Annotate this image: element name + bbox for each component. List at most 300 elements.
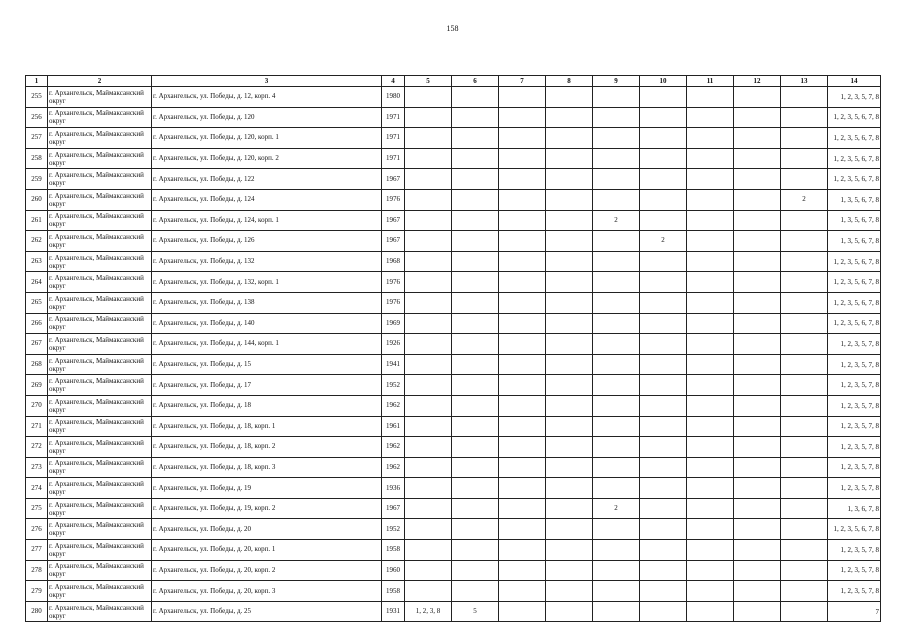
region-cell: г. Архангельск, Маймаксанский округ	[48, 87, 152, 108]
row-number: 264	[26, 272, 48, 293]
col14-cell: 1, 2, 3, 5, 7, 8	[828, 437, 881, 458]
table-row	[26, 107, 881, 128]
address-cell: г. Архангельск, ул. Победы, д. 120	[152, 107, 382, 128]
col5-cell	[405, 581, 452, 602]
address-cell: г. Архангельск, ул. Победы, д. 17	[152, 375, 382, 396]
col8-cell	[546, 437, 593, 458]
address-cell: г. Архангельск, ул. Победы, д. 20, корп. 1	[152, 540, 382, 561]
col8-cell	[546, 416, 593, 437]
col6-cell	[452, 519, 499, 540]
year-cell: 1968	[382, 251, 405, 272]
address-cell: г. Архангельск, ул. Победы, д. 132, корп. 1	[152, 272, 382, 293]
col8-cell	[546, 189, 593, 210]
table-header-row	[26, 76, 881, 87]
col6-cell	[452, 169, 499, 190]
address-cell: г. Архангельск, ул. Победы, д. 25	[152, 601, 382, 622]
col10-cell	[640, 354, 687, 375]
col14-cell: 1, 2, 3, 5, 6, 7, 8	[828, 148, 881, 169]
col5-cell	[405, 87, 452, 108]
year-cell: 1967	[382, 210, 405, 231]
year-cell: 1967	[382, 231, 405, 252]
col5-cell	[405, 251, 452, 272]
address-cell: г. Архангельск, ул. Победы, д. 140	[152, 313, 382, 334]
col10-cell	[640, 334, 687, 355]
col5-cell	[405, 292, 452, 313]
col13-cell	[781, 601, 828, 622]
col14-cell: 1, 2, 3, 5, 6, 7, 8	[828, 107, 881, 128]
year-cell: 1969	[382, 313, 405, 334]
column-header-5: 5	[405, 76, 452, 87]
col11-cell	[687, 272, 734, 293]
address-cell: г. Архангельск, ул. Победы, д. 15	[152, 354, 382, 375]
col9-cell	[593, 231, 640, 252]
col5-cell	[405, 189, 452, 210]
col10-cell	[640, 375, 687, 396]
col8-cell	[546, 457, 593, 478]
region-cell: г. Архангельск, Маймаксанский округ	[48, 560, 152, 581]
col10-cell	[640, 437, 687, 458]
region-cell: г. Архангельск, Маймаксанский округ	[48, 519, 152, 540]
row-number: 263	[26, 251, 48, 272]
region-cell: г. Архангельск, Маймаксанский округ	[48, 478, 152, 499]
col8-cell	[546, 87, 593, 108]
col14-cell: 1, 2, 3, 5, 7, 8	[828, 395, 881, 416]
col8-cell	[546, 354, 593, 375]
year-cell: 1961	[382, 416, 405, 437]
col13-cell	[781, 334, 828, 355]
col11-cell	[687, 231, 734, 252]
col5-cell	[405, 148, 452, 169]
col11-cell	[687, 107, 734, 128]
year-cell: 1931	[382, 601, 405, 622]
col8-cell	[546, 231, 593, 252]
col11-cell	[687, 334, 734, 355]
address-cell: г. Архангельск, ул. Победы, д. 122	[152, 169, 382, 190]
table-row	[26, 354, 881, 375]
col9-cell	[593, 169, 640, 190]
col8-cell	[546, 560, 593, 581]
column-header-10: 10	[640, 76, 687, 87]
col6-cell	[452, 395, 499, 416]
col7-cell	[499, 581, 546, 602]
address-cell: г. Архангельск, ул. Победы, д. 20, корп. 2	[152, 560, 382, 581]
col8-cell	[546, 210, 593, 231]
year-cell: 1967	[382, 169, 405, 190]
year-cell: 1962	[382, 457, 405, 478]
table-row	[26, 313, 881, 334]
col5-cell	[405, 375, 452, 396]
col14-cell: 1, 2, 3, 5, 7, 8	[828, 334, 881, 355]
col12-cell	[734, 87, 781, 108]
col12-cell	[734, 375, 781, 396]
year-cell: 1941	[382, 354, 405, 375]
col9-cell	[593, 457, 640, 478]
col10-cell	[640, 313, 687, 334]
col9-cell	[593, 272, 640, 293]
row-number: 273	[26, 457, 48, 478]
address-cell: г. Архангельск, ул. Победы, д. 12, корп. 4	[152, 87, 382, 108]
row-number: 255	[26, 87, 48, 108]
col7-cell	[499, 560, 546, 581]
col9-cell	[593, 540, 640, 561]
col8-cell	[546, 272, 593, 293]
col7-cell	[499, 540, 546, 561]
col7-cell	[499, 498, 546, 519]
col9-cell	[593, 128, 640, 149]
col5-cell	[405, 210, 452, 231]
col5-cell	[405, 107, 452, 128]
col10-cell	[640, 107, 687, 128]
col10-cell	[640, 498, 687, 519]
col14-cell: 1, 2, 3, 5, 6, 7, 8	[828, 272, 881, 293]
col10-cell	[640, 272, 687, 293]
row-number: 256	[26, 107, 48, 128]
col11-cell	[687, 560, 734, 581]
col11-cell	[687, 519, 734, 540]
col14-cell: 1, 2, 3, 5, 7, 8	[828, 560, 881, 581]
col8-cell	[546, 148, 593, 169]
column-header-12: 12	[734, 76, 781, 87]
column-header-3: 3	[152, 76, 382, 87]
col14-cell: 1, 2, 3, 5, 7, 8	[828, 581, 881, 602]
col13-cell	[781, 210, 828, 231]
col11-cell	[687, 169, 734, 190]
col11-cell	[687, 251, 734, 272]
col6-cell	[452, 231, 499, 252]
col10-cell	[640, 189, 687, 210]
col6-cell	[452, 210, 499, 231]
col14-cell: 7	[828, 601, 881, 622]
col13-cell	[781, 560, 828, 581]
col8-cell	[546, 169, 593, 190]
col8-cell	[546, 128, 593, 149]
col14-cell: 1, 2, 3, 5, 6, 7, 8	[828, 169, 881, 190]
row-number: 270	[26, 395, 48, 416]
col14-cell: 1, 2, 3, 5, 6, 7, 8	[828, 128, 881, 149]
col14-cell: 1, 2, 3, 5, 7, 8	[828, 416, 881, 437]
col7-cell	[499, 292, 546, 313]
col5-cell	[405, 313, 452, 334]
region-cell: г. Архангельск, Маймаксанский округ	[48, 169, 152, 190]
col7-cell	[499, 272, 546, 293]
col13-cell: 2	[781, 189, 828, 210]
col9-cell	[593, 251, 640, 272]
col10-cell	[640, 210, 687, 231]
col5-cell	[405, 540, 452, 561]
year-cell: 1980	[382, 87, 405, 108]
table-row	[26, 560, 881, 581]
region-cell: г. Архангельск, Маймаксанский округ	[48, 437, 152, 458]
col14-cell: 1, 2, 3, 5, 7, 8	[828, 457, 881, 478]
col7-cell	[499, 519, 546, 540]
col6-cell	[452, 437, 499, 458]
col8-cell	[546, 107, 593, 128]
address-cell: г. Архангельск, ул. Победы, д. 20, корп. 3	[152, 581, 382, 602]
column-header-11: 11	[687, 76, 734, 87]
table-row	[26, 210, 881, 231]
region-cell: г. Архангельск, Маймаксанский округ	[48, 107, 152, 128]
table-row	[26, 416, 881, 437]
row-number: 261	[26, 210, 48, 231]
col13-cell	[781, 478, 828, 499]
col11-cell	[687, 313, 734, 334]
year-cell: 1971	[382, 148, 405, 169]
col13-cell	[781, 87, 828, 108]
col10-cell	[640, 540, 687, 561]
region-cell: г. Архангельск, Маймаксанский округ	[48, 231, 152, 252]
row-number: 267	[26, 334, 48, 355]
row-number: 275	[26, 498, 48, 519]
column-header-8: 8	[546, 76, 593, 87]
col8-cell	[546, 540, 593, 561]
col14-cell: 1, 2, 3, 5, 6, 7, 8	[828, 292, 881, 313]
column-header-7: 7	[499, 76, 546, 87]
year-cell: 1960	[382, 560, 405, 581]
col6-cell	[452, 128, 499, 149]
col13-cell	[781, 437, 828, 458]
year-cell: 1926	[382, 334, 405, 355]
address-cell: г. Архангельск, ул. Победы, д. 18, корп. 1	[152, 416, 382, 437]
address-cell: г. Архангельск, ул. Победы, д. 120, корп. 1	[152, 128, 382, 149]
region-cell: г. Архангельск, Маймаксанский округ	[48, 416, 152, 437]
column-header-1: 1	[26, 76, 48, 87]
col8-cell	[546, 581, 593, 602]
col11-cell	[687, 581, 734, 602]
col6-cell	[452, 498, 499, 519]
region-cell: г. Архангельск, Маймаксанский округ	[48, 251, 152, 272]
row-number: 271	[26, 416, 48, 437]
col7-cell	[499, 601, 546, 622]
col10-cell	[640, 128, 687, 149]
col13-cell	[781, 272, 828, 293]
col11-cell	[687, 457, 734, 478]
row-number: 265	[26, 292, 48, 313]
row-number: 269	[26, 375, 48, 396]
col6-cell	[452, 272, 499, 293]
col8-cell	[546, 601, 593, 622]
col12-cell	[734, 251, 781, 272]
col6-cell	[452, 354, 499, 375]
col5-cell	[405, 169, 452, 190]
col9-cell	[593, 189, 640, 210]
col7-cell	[499, 334, 546, 355]
col8-cell	[546, 395, 593, 416]
address-cell: г. Архангельск, ул. Победы, д. 124, корп. 1	[152, 210, 382, 231]
col6-cell	[452, 87, 499, 108]
table-row	[26, 498, 881, 519]
col5-cell	[405, 395, 452, 416]
col7-cell	[499, 313, 546, 334]
address-cell: г. Архангельск, ул. Победы, д. 144, корп. 1	[152, 334, 382, 355]
table-row	[26, 292, 881, 313]
col7-cell	[499, 107, 546, 128]
col11-cell	[687, 395, 734, 416]
col8-cell	[546, 478, 593, 499]
col10-cell	[640, 478, 687, 499]
col12-cell	[734, 148, 781, 169]
col6-cell	[452, 478, 499, 499]
row-number: 277	[26, 540, 48, 561]
table-row	[26, 457, 881, 478]
row-number: 272	[26, 437, 48, 458]
col9-cell	[593, 375, 640, 396]
region-cell: г. Архангельск, Маймаксанский округ	[48, 189, 152, 210]
col7-cell	[499, 169, 546, 190]
region-cell: г. Архангельск, Маймаксанский округ	[48, 210, 152, 231]
col5-cell: 1, 2, 3, 8	[405, 601, 452, 622]
row-number: 274	[26, 478, 48, 499]
col6-cell	[452, 148, 499, 169]
year-cell: 1952	[382, 375, 405, 396]
col7-cell	[499, 87, 546, 108]
year-cell: 1967	[382, 498, 405, 519]
col8-cell	[546, 498, 593, 519]
col11-cell	[687, 210, 734, 231]
address-cell: г. Архангельск, ул. Победы, д. 120, корп. 2	[152, 148, 382, 169]
col6-cell	[452, 457, 499, 478]
col10-cell	[640, 560, 687, 581]
col9-cell	[593, 478, 640, 499]
col9-cell	[593, 292, 640, 313]
col9-cell	[593, 87, 640, 108]
col9-cell	[593, 395, 640, 416]
col10-cell	[640, 292, 687, 313]
col11-cell	[687, 354, 734, 375]
col13-cell	[781, 519, 828, 540]
region-cell: г. Архангельск, Маймаксанский округ	[48, 292, 152, 313]
col11-cell	[687, 601, 734, 622]
address-cell: г. Архангельск, ул. Победы, д. 18	[152, 395, 382, 416]
table-row	[26, 87, 881, 108]
col5-cell	[405, 498, 452, 519]
col13-cell	[781, 498, 828, 519]
table-row	[26, 148, 881, 169]
col7-cell	[499, 148, 546, 169]
region-cell: г. Архангельск, Маймаксанский округ	[48, 375, 152, 396]
col6-cell: 5	[452, 601, 499, 622]
region-cell: г. Архангельск, Маймаксанский округ	[48, 395, 152, 416]
col10-cell	[640, 251, 687, 272]
col12-cell	[734, 416, 781, 437]
col5-cell	[405, 231, 452, 252]
address-cell: г. Архангельск, ул. Победы, д. 18, корп. 2	[152, 437, 382, 458]
year-cell: 1936	[382, 478, 405, 499]
col12-cell	[734, 169, 781, 190]
col6-cell	[452, 251, 499, 272]
table-row	[26, 334, 881, 355]
col14-cell: 1, 3, 5, 6, 7, 8	[828, 231, 881, 252]
col6-cell	[452, 581, 499, 602]
col12-cell	[734, 519, 781, 540]
col12-cell	[734, 189, 781, 210]
col14-cell: 1, 2, 3, 5, 7, 8	[828, 375, 881, 396]
col12-cell	[734, 313, 781, 334]
table-row	[26, 169, 881, 190]
region-cell: г. Архангельск, Маймаксанский округ	[48, 354, 152, 375]
col11-cell	[687, 128, 734, 149]
col5-cell	[405, 334, 452, 355]
col14-cell: 1, 2, 3, 5, 6, 7, 8	[828, 313, 881, 334]
column-header-13: 13	[781, 76, 828, 87]
col12-cell	[734, 334, 781, 355]
year-cell: 1962	[382, 395, 405, 416]
col11-cell	[687, 375, 734, 396]
column-header-14: 14	[828, 76, 881, 87]
col9-cell	[593, 601, 640, 622]
col12-cell	[734, 292, 781, 313]
col14-cell: 1, 2, 3, 5, 6, 7, 8	[828, 519, 881, 540]
col14-cell: 1, 2, 3, 5, 6, 7, 8	[828, 251, 881, 272]
year-cell: 1958	[382, 540, 405, 561]
col13-cell	[781, 292, 828, 313]
col9-cell	[593, 334, 640, 355]
col9-cell	[593, 313, 640, 334]
col13-cell	[781, 354, 828, 375]
col13-cell	[781, 581, 828, 602]
col5-cell	[405, 478, 452, 499]
col11-cell	[687, 437, 734, 458]
col11-cell	[687, 292, 734, 313]
col11-cell	[687, 498, 734, 519]
table-row	[26, 437, 881, 458]
col10-cell	[640, 416, 687, 437]
col9-cell	[593, 581, 640, 602]
table-row	[26, 375, 881, 396]
col12-cell	[734, 395, 781, 416]
col12-cell	[734, 478, 781, 499]
col7-cell	[499, 375, 546, 396]
col13-cell	[781, 148, 828, 169]
row-number: 260	[26, 189, 48, 210]
col14-cell: 1, 3, 5, 6, 7, 8	[828, 210, 881, 231]
col13-cell	[781, 313, 828, 334]
col10-cell	[640, 169, 687, 190]
row-number: 280	[26, 601, 48, 622]
row-number: 257	[26, 128, 48, 149]
col5-cell	[405, 560, 452, 581]
col6-cell	[452, 313, 499, 334]
column-header-2: 2	[48, 76, 152, 87]
column-header-4: 4	[382, 76, 405, 87]
year-cell: 1976	[382, 292, 405, 313]
col13-cell	[781, 169, 828, 190]
address-cell: г. Архангельск, ул. Победы, д. 132	[152, 251, 382, 272]
row-number: 259	[26, 169, 48, 190]
col9-cell	[593, 107, 640, 128]
col13-cell	[781, 251, 828, 272]
table-row	[26, 272, 881, 293]
table-body	[26, 87, 881, 622]
table-row	[26, 251, 881, 272]
region-cell: г. Архангельск, Маймаксанский округ	[48, 457, 152, 478]
col12-cell	[734, 457, 781, 478]
year-cell: 1971	[382, 128, 405, 149]
region-cell: г. Архангельск, Маймаксанский округ	[48, 128, 152, 149]
col11-cell	[687, 540, 734, 561]
housing-registry-table	[25, 75, 881, 622]
col12-cell	[734, 560, 781, 581]
page-number: 158	[446, 24, 459, 33]
col10-cell	[640, 148, 687, 169]
col12-cell	[734, 107, 781, 128]
col8-cell	[546, 519, 593, 540]
address-cell: г. Архангельск, ул. Победы, д. 138	[152, 292, 382, 313]
col8-cell	[546, 251, 593, 272]
year-cell: 1952	[382, 519, 405, 540]
region-cell: г. Архангельск, Маймаксанский округ	[48, 148, 152, 169]
table-row	[26, 581, 881, 602]
year-cell: 1958	[382, 581, 405, 602]
